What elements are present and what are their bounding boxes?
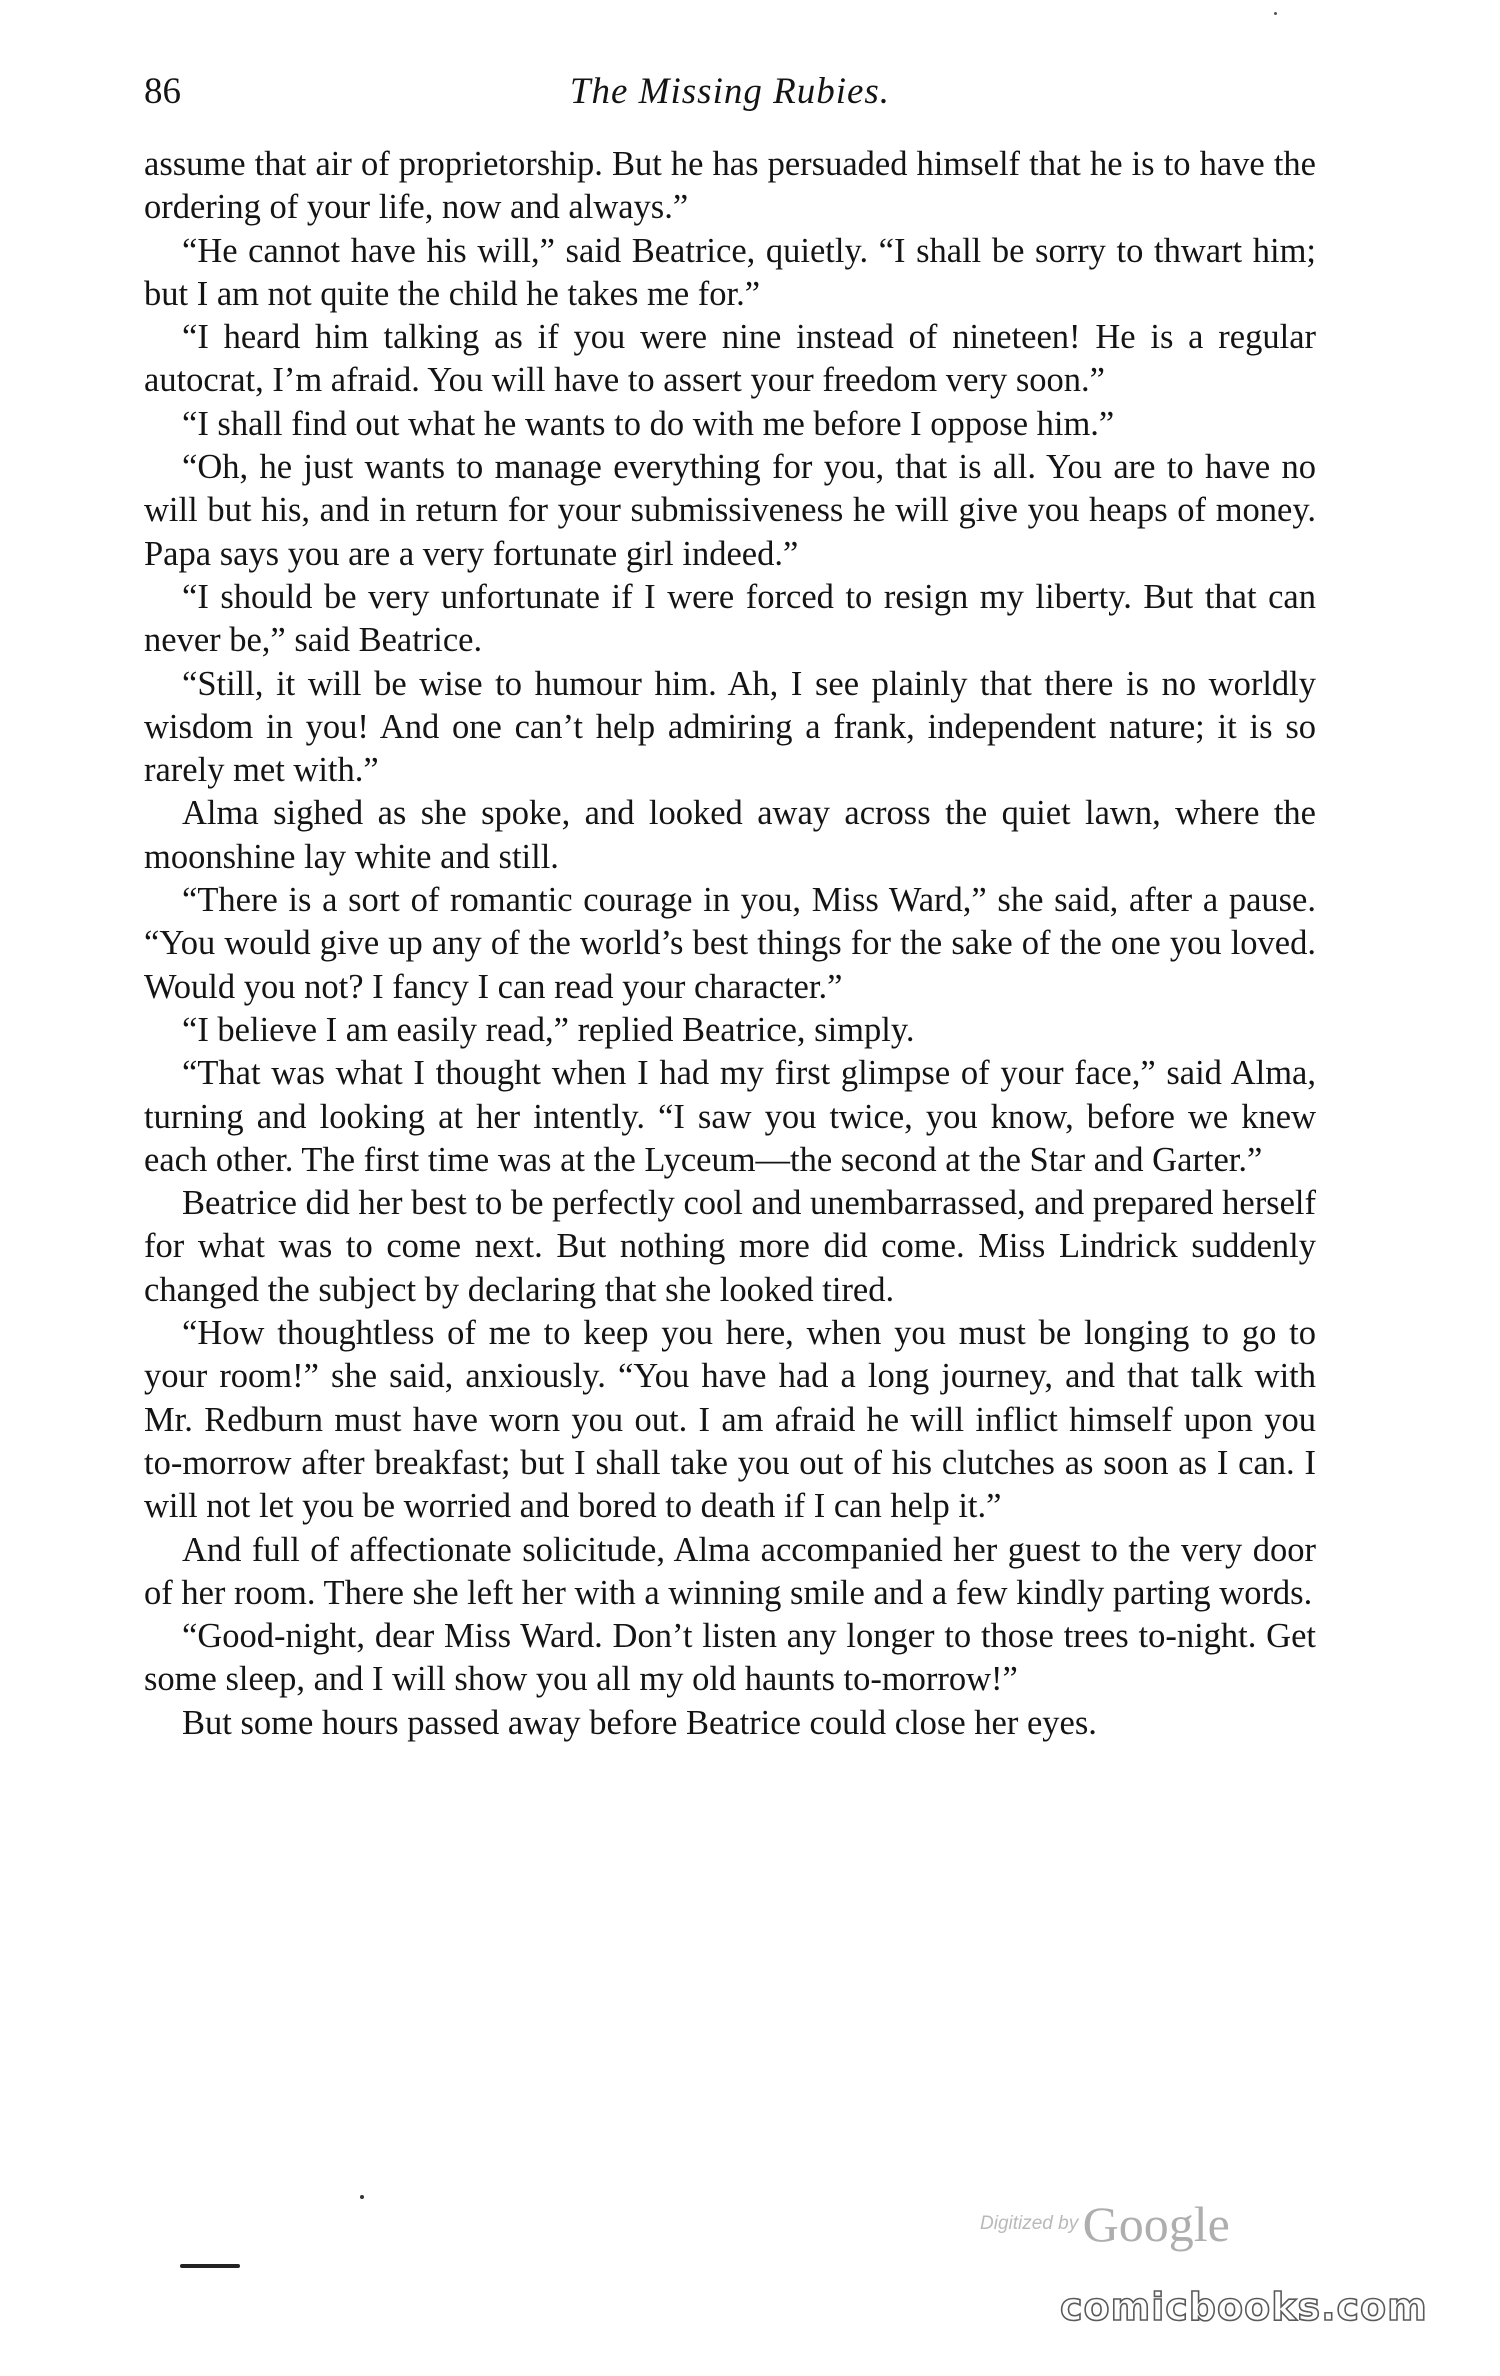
site-watermark: comicbooks.com — [1060, 2285, 1428, 2329]
page-header — [144, 62, 1316, 122]
body-text — [144, 143, 1316, 1745]
paragraph: “He cannot have his will,” said Beatrice, quietly. “I shall be sorry to thwart him; but I am not quite the child he takes me for.” — [144, 231, 1316, 313]
paragraph: “Oh, he just wants to manage everything for you, that is all. You are to have no will but his, and in return for your submissiveness he will give you heaps of money. Papa says you are a very fortunate girl indeed.” — [144, 448, 1316, 573]
ink-speck — [1274, 12, 1277, 15]
paragraph: “Still, it will be wise to humour him. Ah, I see plainly that there is no worldly wisdom in you! And one can’t help admiring a frank, independent nature; it is so rarely met with.” — [144, 664, 1316, 790]
paragraph: “I should be very unfortunate if I were forced to resign my liberty. But that can never be,” said Beatrice. — [144, 577, 1316, 660]
paragraph: “I heard him talking as if you were nine instead of nineteen! He is a regular autocrat, I’m afraid. You will have to assert your freedom very soon.” — [144, 318, 1316, 400]
paragraph: “How thoughtless of me to keep you here, when you must be longing to go to your room!” she said, anxiously. “You have had a long journey, and that talk with Mr. Redburn must have worn you out. I am afraid he will inflict himself upon you to-morrow after breakfast; but I shall take you out of his clutches as soon as I can. I will not let you be worried and bored to death if I can help it.” — [144, 1314, 1316, 1526]
paragraph: “Good-night, dear Miss Ward. Don’t listen any longer to those trees to-night. Get some sleep, and I will show you all my old haunts to-morrow!” — [144, 1617, 1316, 1699]
paragraph: And full of affectionate solicitude, Alma accompanied her guest to the very door of her room. There she left her with a winning smile and a few kindly parting words. — [144, 1530, 1316, 1612]
paragraph: But some hours passed away before Beatrice could close her eyes. — [182, 1703, 1097, 1742]
paragraph: “I believe I am easily read,” replied Beatrice, simply. — [182, 1010, 915, 1049]
paragraph: “That was what I thought when I had my first glimpse of your face,” said Alma, turning and looking at her intently. “I saw you twice, you know, before we knew each other. The first time was at the Lyceum—the second at the Star and Garter.” — [144, 1054, 1316, 1179]
paragraph: “I shall find out what he wants to do with me before I oppose him.” — [182, 404, 1115, 443]
ink-dot — [360, 2195, 364, 2199]
paragraph: “There is a sort of romantic courage in you, Miss Ward,” she said, after a pause. “You would give up any of the world’s best things for the sake of the one you loved. Would you not? I fancy I can read your character.” — [144, 881, 1316, 1006]
digitized-by-google-mark — [980, 2195, 1300, 2255]
paragraph: Beatrice did her best to be perfectly cool and unembarrassed, and prepared herself for what was to come next. But nothing more did come. Miss Lindrick suddenly changed the subject by declaring that she looked tired. — [144, 1184, 1316, 1309]
google-logo-text: Google — [1082, 2196, 1230, 2252]
digitized-prefix: Digitized by — [980, 2213, 1079, 2234]
paragraph: Alma sighed as she spoke, and looked away across the quiet lawn, where the moonshine lay white and still. — [144, 794, 1316, 876]
paragraph: assume that air of proprietorship. But he has persuaded himself that he is to have the ordering of your life, now and always.” — [144, 145, 1316, 227]
ink-dash — [180, 2264, 240, 2268]
page-number: 86 — [144, 71, 181, 112]
running-title: The Missing Rubies. — [569, 71, 891, 112]
